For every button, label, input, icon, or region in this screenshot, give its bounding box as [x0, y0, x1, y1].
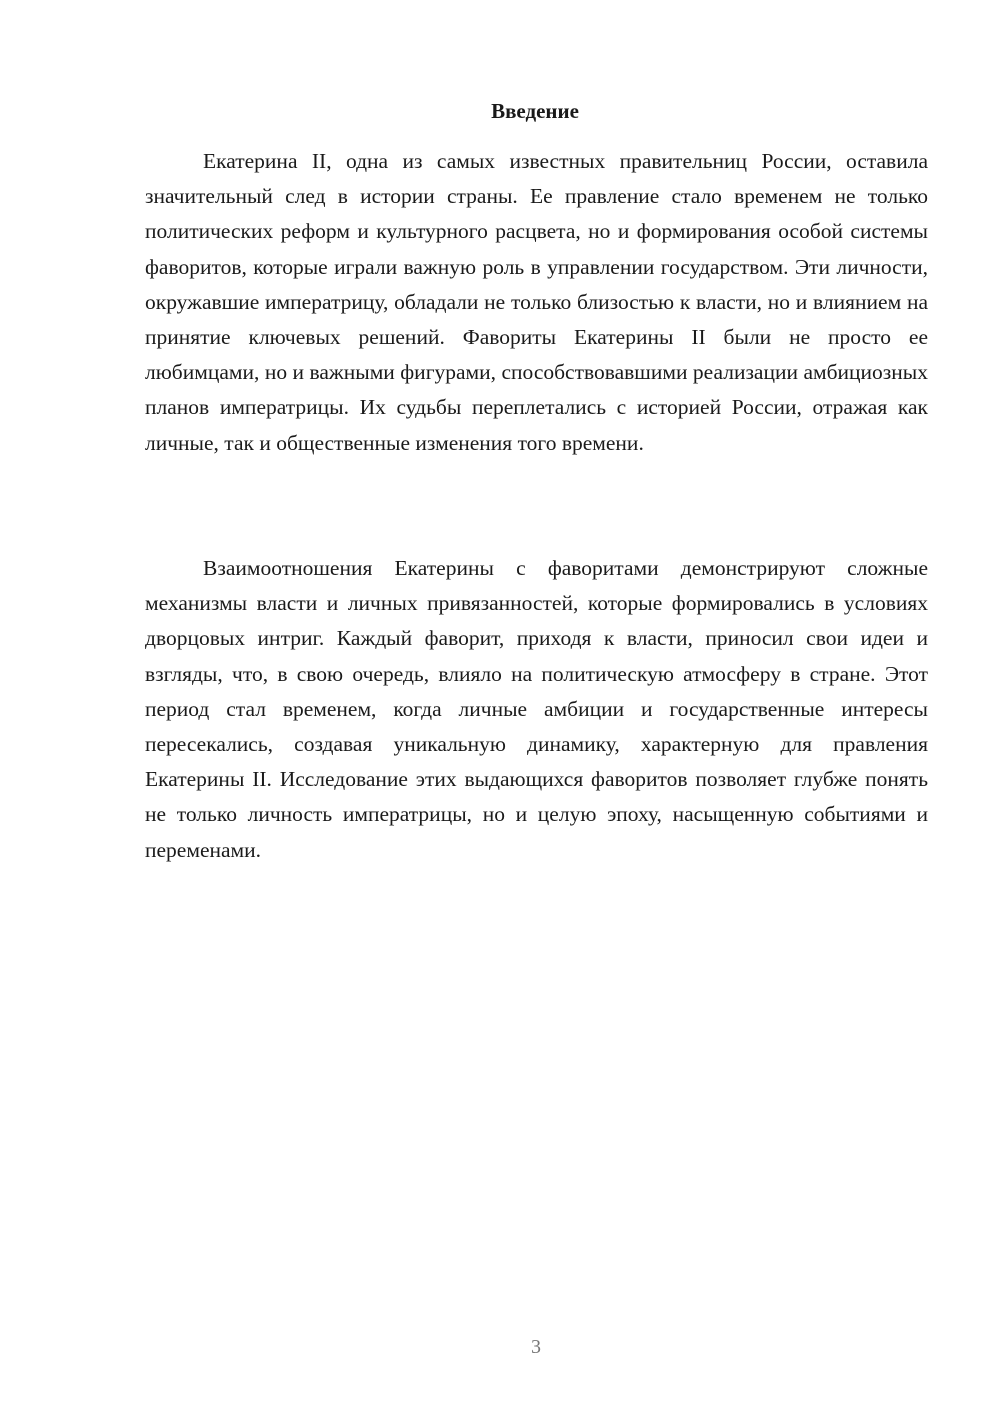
section-heading: Введение: [491, 99, 579, 123]
paragraph-intro-2: Взаимоотношения Екатерины с фаворитами демонстрируют сложные механизмы власти и личных привязанностей, которые формировались в условиях дворцовых интриг. Каждый фаворит, приходя к власти, приносил свои идеи и взгляды, что, в свою очередь, влияло на политическую атмосферу в стране. Этот период стал временем, когда личные амбиции и государственные интересы пересекались, создавая уникальную динамику, характерную для правления Екатерины II. Исследование этих выдающихся фаворитов позволяет глубже понять не только личность императрицы, но и целую эпоху, насыщенную событиями и переменами.: [145, 556, 928, 862]
page-number: 3: [531, 1336, 541, 1358]
paragraph-intro-1: Екатерина II, одна из самых известных правительниц России, оставила значительный след в истории страны. Ее правление стало временем не только политических реформ и культурного расцвета, но и формирования особой системы фаворитов, которые играли важную роль в управлении государством. Эти личности, окружавшие императрицу, обладали не только близостью к власти, но и влиянием на принятие ключевых решений. Фавориты Екатерины II были не просто ее любимцами, но и важными фигурами, способствовавшими реализации амбициозных планов императрицы. Их судьбы переплетались с историей России, отражая как личные, так и общественные изменения того времени.: [145, 149, 928, 455]
